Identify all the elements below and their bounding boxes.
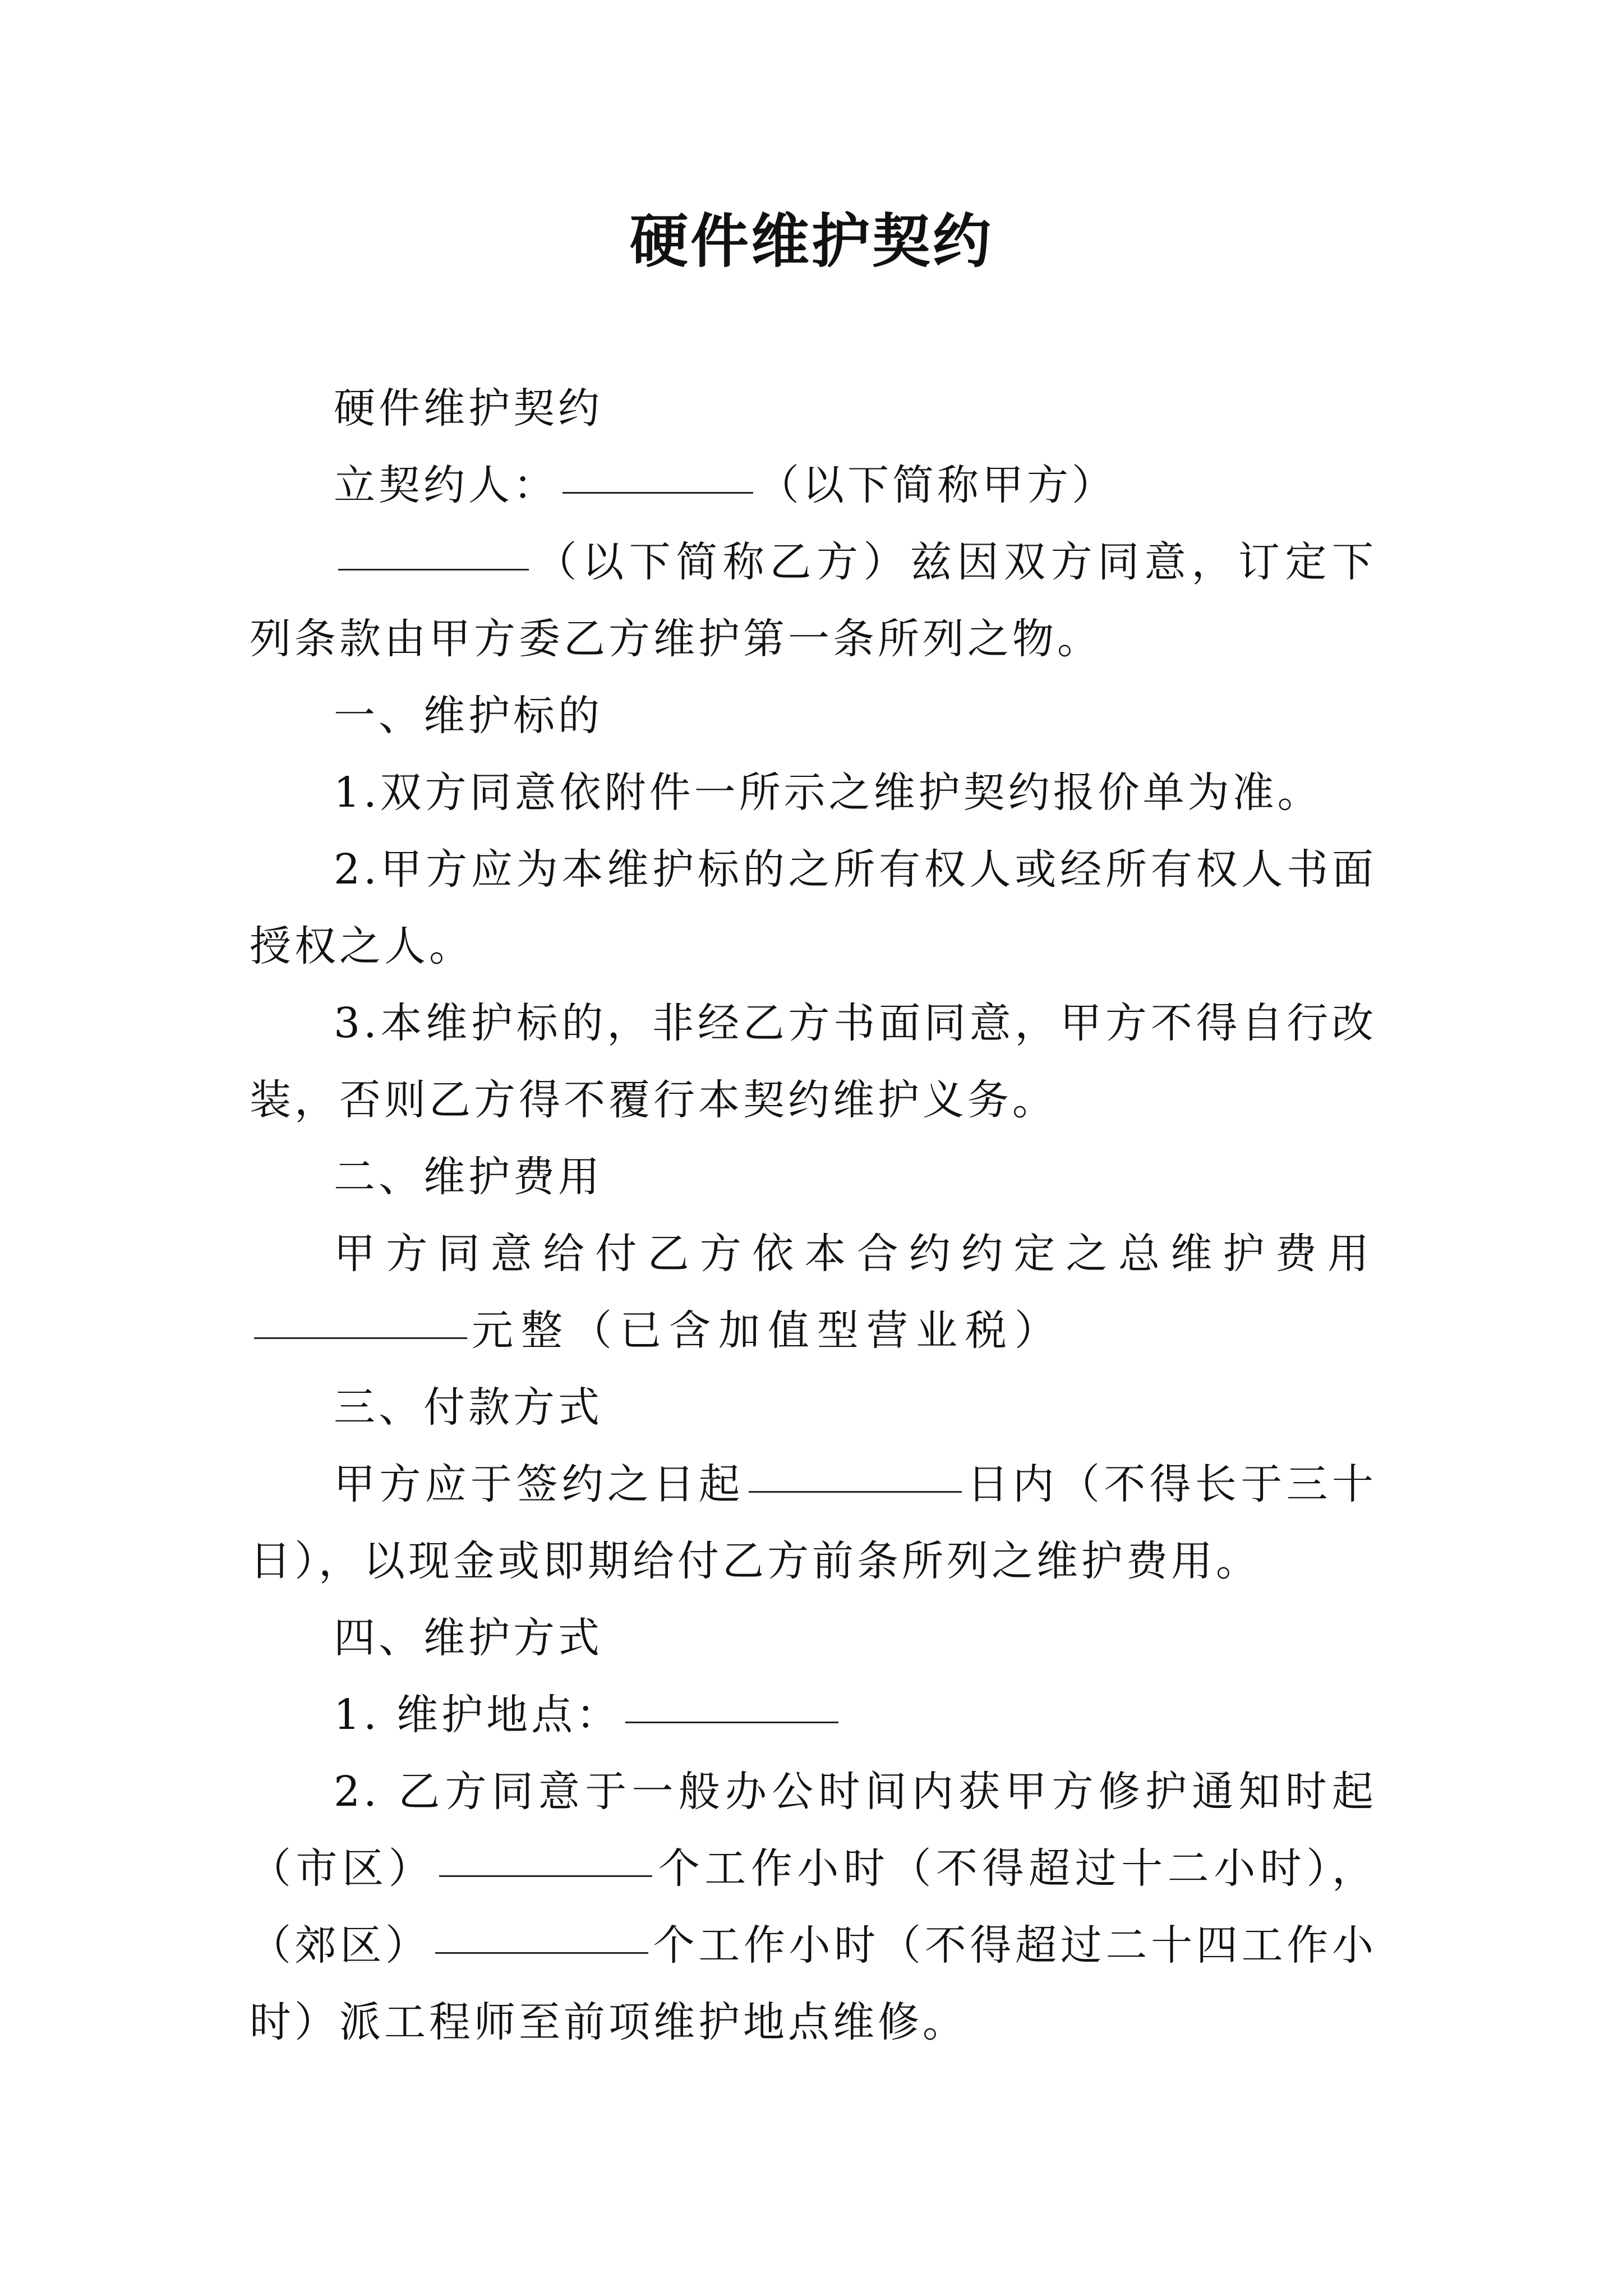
suburban-hours-blank bbox=[435, 1952, 648, 1954]
section-4-heading: 四、维护方式 bbox=[334, 1614, 603, 1662]
section-2-heading: 二、维护费用 bbox=[334, 1153, 603, 1201]
payment-paragraph bbox=[250, 1446, 1377, 1600]
fee-text-before: 甲方同意给付乙方依本合约约定之总维护费用 bbox=[334, 1230, 1377, 1278]
party-b-text: （以下简称乙方）兹因双方同意，订定下列条款由甲方委乙方维护第一条所列之物。 bbox=[250, 538, 1377, 663]
item-1-1: 1.双方同意依附件一所示之维护契约报价单为准。 bbox=[334, 769, 1322, 817]
payment-text-before: 甲方应于签约之日起 bbox=[334, 1460, 744, 1508]
response-text-after: 个工作小时（不得超过二十四工作小时）派工程师至前项维护地点维修。 bbox=[250, 1921, 1377, 2046]
party-a-label: 立契约人： bbox=[334, 461, 558, 509]
location-label: 1. 维护地点： bbox=[334, 1691, 621, 1739]
item-4-2 bbox=[250, 1754, 1377, 2061]
document-body bbox=[250, 370, 1377, 2061]
document-title: 硬件维护契约 bbox=[629, 206, 993, 275]
party-b-paragraph bbox=[250, 524, 1377, 678]
fee-blank bbox=[254, 1337, 467, 1339]
payment-text-after: 日内（不得长于三十日），以现金或即期给付乙方前条所列之维护费用。 bbox=[250, 1460, 1377, 1585]
fee-paragraph bbox=[250, 1216, 1377, 1369]
party-a-paragraph bbox=[250, 447, 1377, 524]
section-1-heading: 一、维护标的 bbox=[334, 692, 603, 740]
party-a-note: （以下简称甲方） bbox=[758, 461, 1117, 509]
item-1-2: 2.甲方应为本维护标的之所有权人或经所有权人书面授权之人。 bbox=[250, 845, 1377, 970]
urban-hours-blank bbox=[439, 1875, 652, 1877]
item-4-1 bbox=[250, 1677, 1377, 1754]
item-1-3: 3.本维护标的，非经乙方书面同意，甲方不得自行改装，否则乙方得不覆行本契约维护义务。 bbox=[250, 999, 1377, 1124]
response-text-middle: 个工作小时（不得超过十二小时），（郊区） bbox=[250, 1844, 1377, 1970]
subtitle-paragraph: 硬件维护契约 bbox=[334, 384, 603, 432]
payment-days-blank bbox=[749, 1490, 962, 1493]
party-b-blank bbox=[338, 568, 529, 570]
section-3-heading: 三、付款方式 bbox=[334, 1383, 603, 1432]
response-text-before: 2. 乙方同意于一般办公时间内获甲方修护通知时起（市区） bbox=[250, 1768, 1377, 1893]
fee-text-after: 元整（已含加值型营业税） bbox=[472, 1306, 1064, 1355]
location-blank bbox=[625, 1721, 838, 1723]
party-a-blank bbox=[562, 491, 753, 494]
